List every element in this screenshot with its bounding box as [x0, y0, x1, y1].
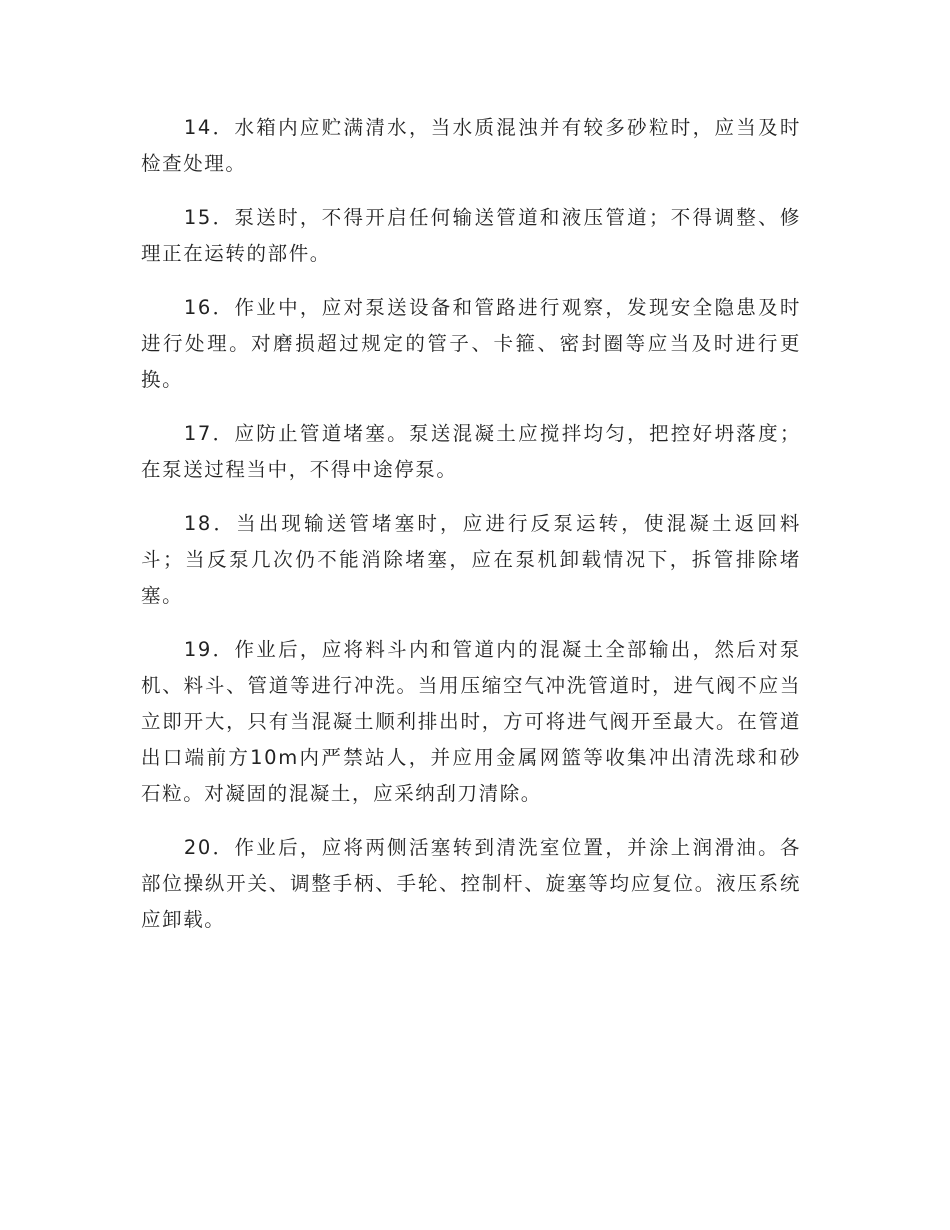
paragraph-item-17: 17．应防止管道堵塞。泵送混凝土应搅拌均匀，把控好坍落度；在泵送过程当中，不得中途停泵。: [141, 422, 801, 481]
paragraph-item-15: 15．泵送时，不得开启任何输送管道和液压管道；不得调整、修理正在运转的部件。: [141, 206, 801, 265]
paragraph-item-14: 14．水箱内应贮满清水，当水质混浊并有较多砂粒时，应当及时检查处理。: [141, 116, 801, 175]
paragraph-item-20: 20．作业后，应将两侧活塞转到清洗室位置，并涂上润滑油。各部位操纵开关、调整手柄、手轮、控制杆、旋塞等均应复位。液压系统应卸载。: [141, 836, 801, 931]
paragraph-item-19: 19．作业后，应将料斗内和管道内的混凝土全部输出，然后对泵机、料斗、管道等进行冲洗。当用压缩空气冲洗管道时，进气阀不应当立即开大，只有当混凝土顺利排出时，方可将进气阀开至最大。在管道出口端前方10m内严禁站人，并应用金属网篮等收集冲出清洗球和砂石粒。对凝固的混凝土，应采纳刮刀清除。: [141, 638, 801, 805]
paragraph-item-16: 16．作业中，应对泵送设备和管路进行观察，发现安全隐患及时进行处理。对磨损超过规定的管子、卡箍、密封圈等应当及时进行更换。: [141, 296, 801, 391]
paragraph-item-18: 18．当出现输送管堵塞时，应进行反泵运转，使混凝土返回料斗；当反泵几次仍不能消除堵塞，应在泵机卸载情况下，拆管排除堵塞。: [141, 512, 801, 607]
document-body: [141, 110, 801, 956]
